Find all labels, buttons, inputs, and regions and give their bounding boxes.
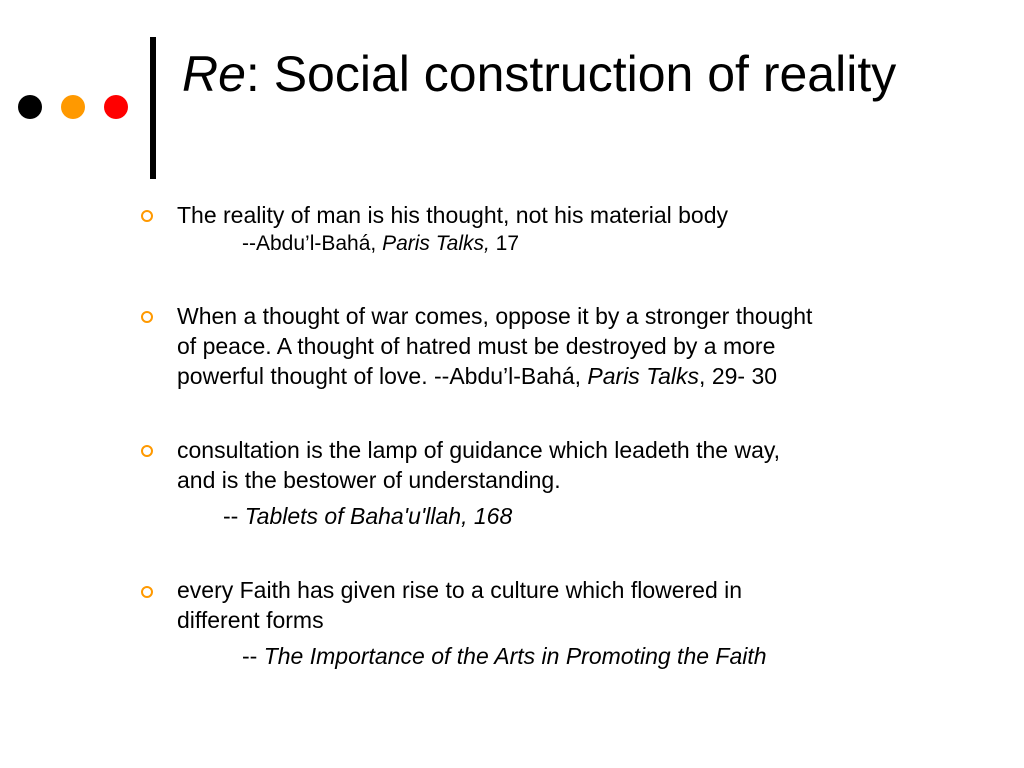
- bullet-1-text: The reality of man is his thought, not his material body: [177, 202, 729, 228]
- bullet-3: [177, 435, 937, 531]
- black-dot-icon: [18, 95, 42, 119]
- bullet-2: [177, 301, 937, 391]
- line-3-suffix: , 29- 30: [699, 363, 778, 389]
- bullet-2-line-2: of peace. A thought of hatred must be destroyed by a more: [177, 333, 776, 359]
- title-rest: : Social construction of reality: [245, 46, 897, 102]
- title-divider: [150, 37, 156, 179]
- line-3-prefix: powerful thought of love. --Abdu’l-Bahá,: [177, 363, 588, 389]
- bullet-3-marker-icon: [141, 445, 153, 457]
- citation-title: Tablets of Baha'u'llah, 168: [244, 503, 513, 529]
- bullet-3-citation: [177, 501, 937, 531]
- orange-dot-icon: [61, 95, 85, 119]
- bullet-3-line-2: and is the bestower of understanding.: [177, 467, 561, 493]
- bullet-4-marker-icon: [141, 586, 153, 598]
- bullet-3-line-1: consultation is the lamp of guidance which leadeth the way,: [177, 437, 781, 463]
- bullet-2-line-1: When a thought of war comes, oppose it by a stronger thought: [177, 303, 813, 329]
- bullet-4-line-1: every Faith has given rise to a culture which flowered in: [177, 577, 743, 603]
- bullet-1: [177, 200, 937, 258]
- citation-title: Paris Talks,: [382, 232, 490, 255]
- citation-prefix: --Abdu’l-Bahá,: [242, 232, 383, 255]
- line-3-title: Paris Talks: [587, 363, 700, 389]
- slide-title: [182, 44, 942, 104]
- bullet-4-citation: [177, 641, 937, 671]
- title-italic: Re: [182, 46, 246, 102]
- citation-prefix: --: [223, 503, 245, 529]
- red-dot-icon: [104, 95, 128, 119]
- bullet-1-marker-icon: [141, 210, 153, 222]
- bullet-2-marker-icon: [141, 311, 153, 323]
- citation-title: The Importance of the Arts in Promoting the Faith: [263, 643, 767, 669]
- citation-suffix: 17: [489, 232, 520, 255]
- bullet-1-citation: [177, 230, 937, 258]
- bullet-2-line-3: [177, 361, 937, 391]
- bullet-4: [177, 575, 937, 671]
- citation-prefix: --: [242, 643, 264, 669]
- bullet-4-line-2: different forms: [177, 607, 324, 633]
